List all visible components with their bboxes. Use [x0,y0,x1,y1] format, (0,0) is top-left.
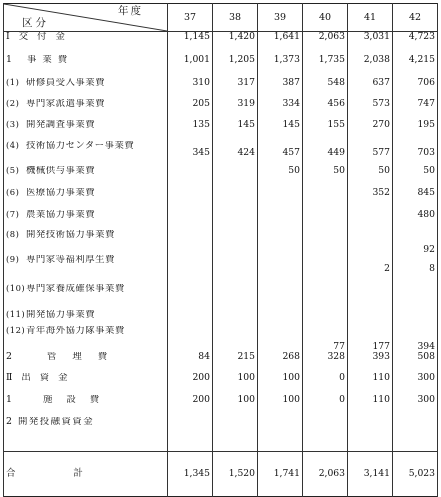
cell-value [168,326,213,352]
category-axis-label: 区分 [22,16,49,29]
table-row [4,166,438,188]
cell-value [348,210,393,230]
cell-value: 195 [393,120,438,141]
row-label: Ⅰ交付金 [4,32,168,55]
cell-value: 110 [348,395,393,417]
row-label: (10)専門家養成確保事業費 [4,284,168,310]
corner-header [4,4,168,32]
cell-value [213,326,258,352]
cell-value [393,310,438,326]
cell-value: 50 [348,166,393,188]
cell-value [258,255,303,284]
table-row [4,188,438,210]
cell-value [348,230,393,255]
cell-value: 50 [393,166,438,188]
table-row [4,99,438,120]
cell-value: 2 [348,255,393,284]
table-row [4,32,438,55]
row-label: (6) 医療協力事業費 [4,188,168,210]
cell-value: 317 [213,78,258,99]
cell-value: 703 [393,141,438,166]
total-label: 合計 [4,452,168,497]
year-header: 42 [393,4,438,32]
year-header: 37 [168,4,213,32]
cell-value [213,255,258,284]
row-label: (2) 専門家派遣事業費 [4,99,168,120]
row-label: Ⅱ出資金 [4,373,168,395]
table-row [4,55,438,78]
cell-value [393,284,438,310]
cell-value: 1,001 [168,55,213,78]
cell-value: 0 [303,373,348,395]
cell-value: 270 [348,120,393,141]
cell-value: 50 [258,166,303,188]
row-label: (7) 農業協力事業費 [4,210,168,230]
total-value: 3,141 [348,452,393,497]
cell-value: 706 [393,78,438,99]
cell-value: 145 [258,120,303,141]
cell-value: 457 [258,141,303,166]
total-value: 1,520 [213,452,258,497]
cell-value: 177 [348,326,393,352]
cell-value [213,310,258,326]
cell-value [258,417,303,452]
table-row [4,255,438,284]
cell-value [213,166,258,188]
cell-value [393,417,438,452]
cell-value [303,417,348,452]
cell-value [303,230,348,255]
cell-value [303,255,348,284]
cell-value [213,284,258,310]
cell-value: 100 [258,395,303,417]
cell-value: 155 [303,120,348,141]
cell-value: 1,641 [258,32,303,55]
row-label: (4) 技術協力センター事業費 [4,141,168,166]
cell-value: 480 [393,210,438,230]
row-label: 1 事業費 [4,55,168,78]
cell-value [258,284,303,310]
table-row [4,210,438,230]
cell-value: 449 [303,141,348,166]
cell-value: 310 [168,78,213,99]
row-label: (1) 研修員受入事業費 [4,78,168,99]
total-value: 1,345 [168,452,213,497]
row-label: 2 開発投融資資金 [4,417,168,452]
cell-value: 300 [393,395,438,417]
cell-value: 135 [168,120,213,141]
row-label: (3) 開発調査事業費 [4,120,168,141]
cell-value: 215 [213,352,258,373]
total-value: 5,023 [393,452,438,497]
total-row [4,452,438,497]
cell-value [168,284,213,310]
cell-value [258,326,303,352]
cell-value: 393 [348,352,393,373]
cell-value [303,284,348,310]
table-row [4,120,438,141]
cell-value: 508 [393,352,438,373]
cell-value [168,417,213,452]
cell-value: 1,735 [303,55,348,78]
row-label: (12)青年海外協力隊事業費 [4,326,168,352]
table-row [4,141,438,166]
cell-value [213,188,258,210]
cell-value [168,255,213,284]
cell-value [303,310,348,326]
cell-value [168,230,213,255]
cell-value: 200 [168,395,213,417]
cell-value: 1,373 [258,55,303,78]
cell-value: 100 [213,373,258,395]
cell-value [168,310,213,326]
year-header: 41 [348,4,393,32]
total-value: 2,063 [303,452,348,497]
cell-value: 77 [303,326,348,352]
cell-value: 747 [393,99,438,120]
cell-value [258,310,303,326]
total-value: 1,741 [258,452,303,497]
cell-value: 3,031 [348,32,393,55]
cell-value: 100 [258,373,303,395]
cell-value [213,230,258,255]
table-row [4,352,438,373]
cell-value: 334 [258,99,303,120]
header-row [4,4,438,32]
cell-value: 145 [213,120,258,141]
year-axis-label: 年度 [118,5,143,17]
cell-value [213,417,258,452]
cell-value: 1,420 [213,32,258,55]
cell-value: 300 [393,373,438,395]
cell-value: 4,723 [393,32,438,55]
cell-value: 100 [213,395,258,417]
cell-value [213,210,258,230]
cell-value: 2,063 [303,32,348,55]
cell-value: 205 [168,99,213,120]
cell-value: 268 [258,352,303,373]
cell-value [258,188,303,210]
cell-value [168,166,213,188]
cell-value: 50 [303,166,348,188]
row-label: 1 施設費 [4,395,168,417]
cell-value: 424 [213,141,258,166]
budget-table [3,3,438,497]
cell-value [258,210,303,230]
year-header: 40 [303,4,348,32]
cell-value: 4,215 [393,55,438,78]
cell-value: 200 [168,373,213,395]
cell-value: 84 [168,352,213,373]
row-label: (11)開発協力事業費 [4,310,168,326]
cell-value: 394 [393,326,438,352]
table-row [4,417,438,452]
row-label: (5) 機械供与事業費 [4,166,168,188]
cell-value: 845 [393,188,438,210]
table-row [4,230,438,255]
cell-value: 328 [303,352,348,373]
cell-value: 8 [393,255,438,284]
cell-value: 637 [348,78,393,99]
cell-value [258,230,303,255]
cell-value [168,210,213,230]
table-row [4,310,438,326]
cell-value [348,310,393,326]
year-header: 39 [258,4,303,32]
cell-value: 0 [303,395,348,417]
row-label: (8) 開発技術協力事業費 [4,230,168,255]
cell-value: 345 [168,141,213,166]
cell-value: 573 [348,99,393,120]
row-label: (9) 専門家等福利厚生費 [4,255,168,284]
cell-value [303,210,348,230]
cell-value: 1,145 [168,32,213,55]
year-header: 38 [213,4,258,32]
table-row [4,373,438,395]
cell-value: 548 [303,78,348,99]
table-row [4,395,438,417]
cell-value: 2,038 [348,55,393,78]
cell-value [168,188,213,210]
cell-value [348,284,393,310]
cell-value [303,188,348,210]
cell-value [348,417,393,452]
cell-value: 387 [258,78,303,99]
table-row [4,326,438,352]
table-row [4,284,438,310]
cell-value: 1,205 [213,55,258,78]
cell-value: 110 [348,373,393,395]
table-row [4,78,438,99]
cell-value: 319 [213,99,258,120]
cell-value: 456 [303,99,348,120]
row-label: 2 管理費 [4,352,168,373]
cell-value: 352 [348,188,393,210]
cell-value: 92 [393,230,438,255]
cell-value: 577 [348,141,393,166]
